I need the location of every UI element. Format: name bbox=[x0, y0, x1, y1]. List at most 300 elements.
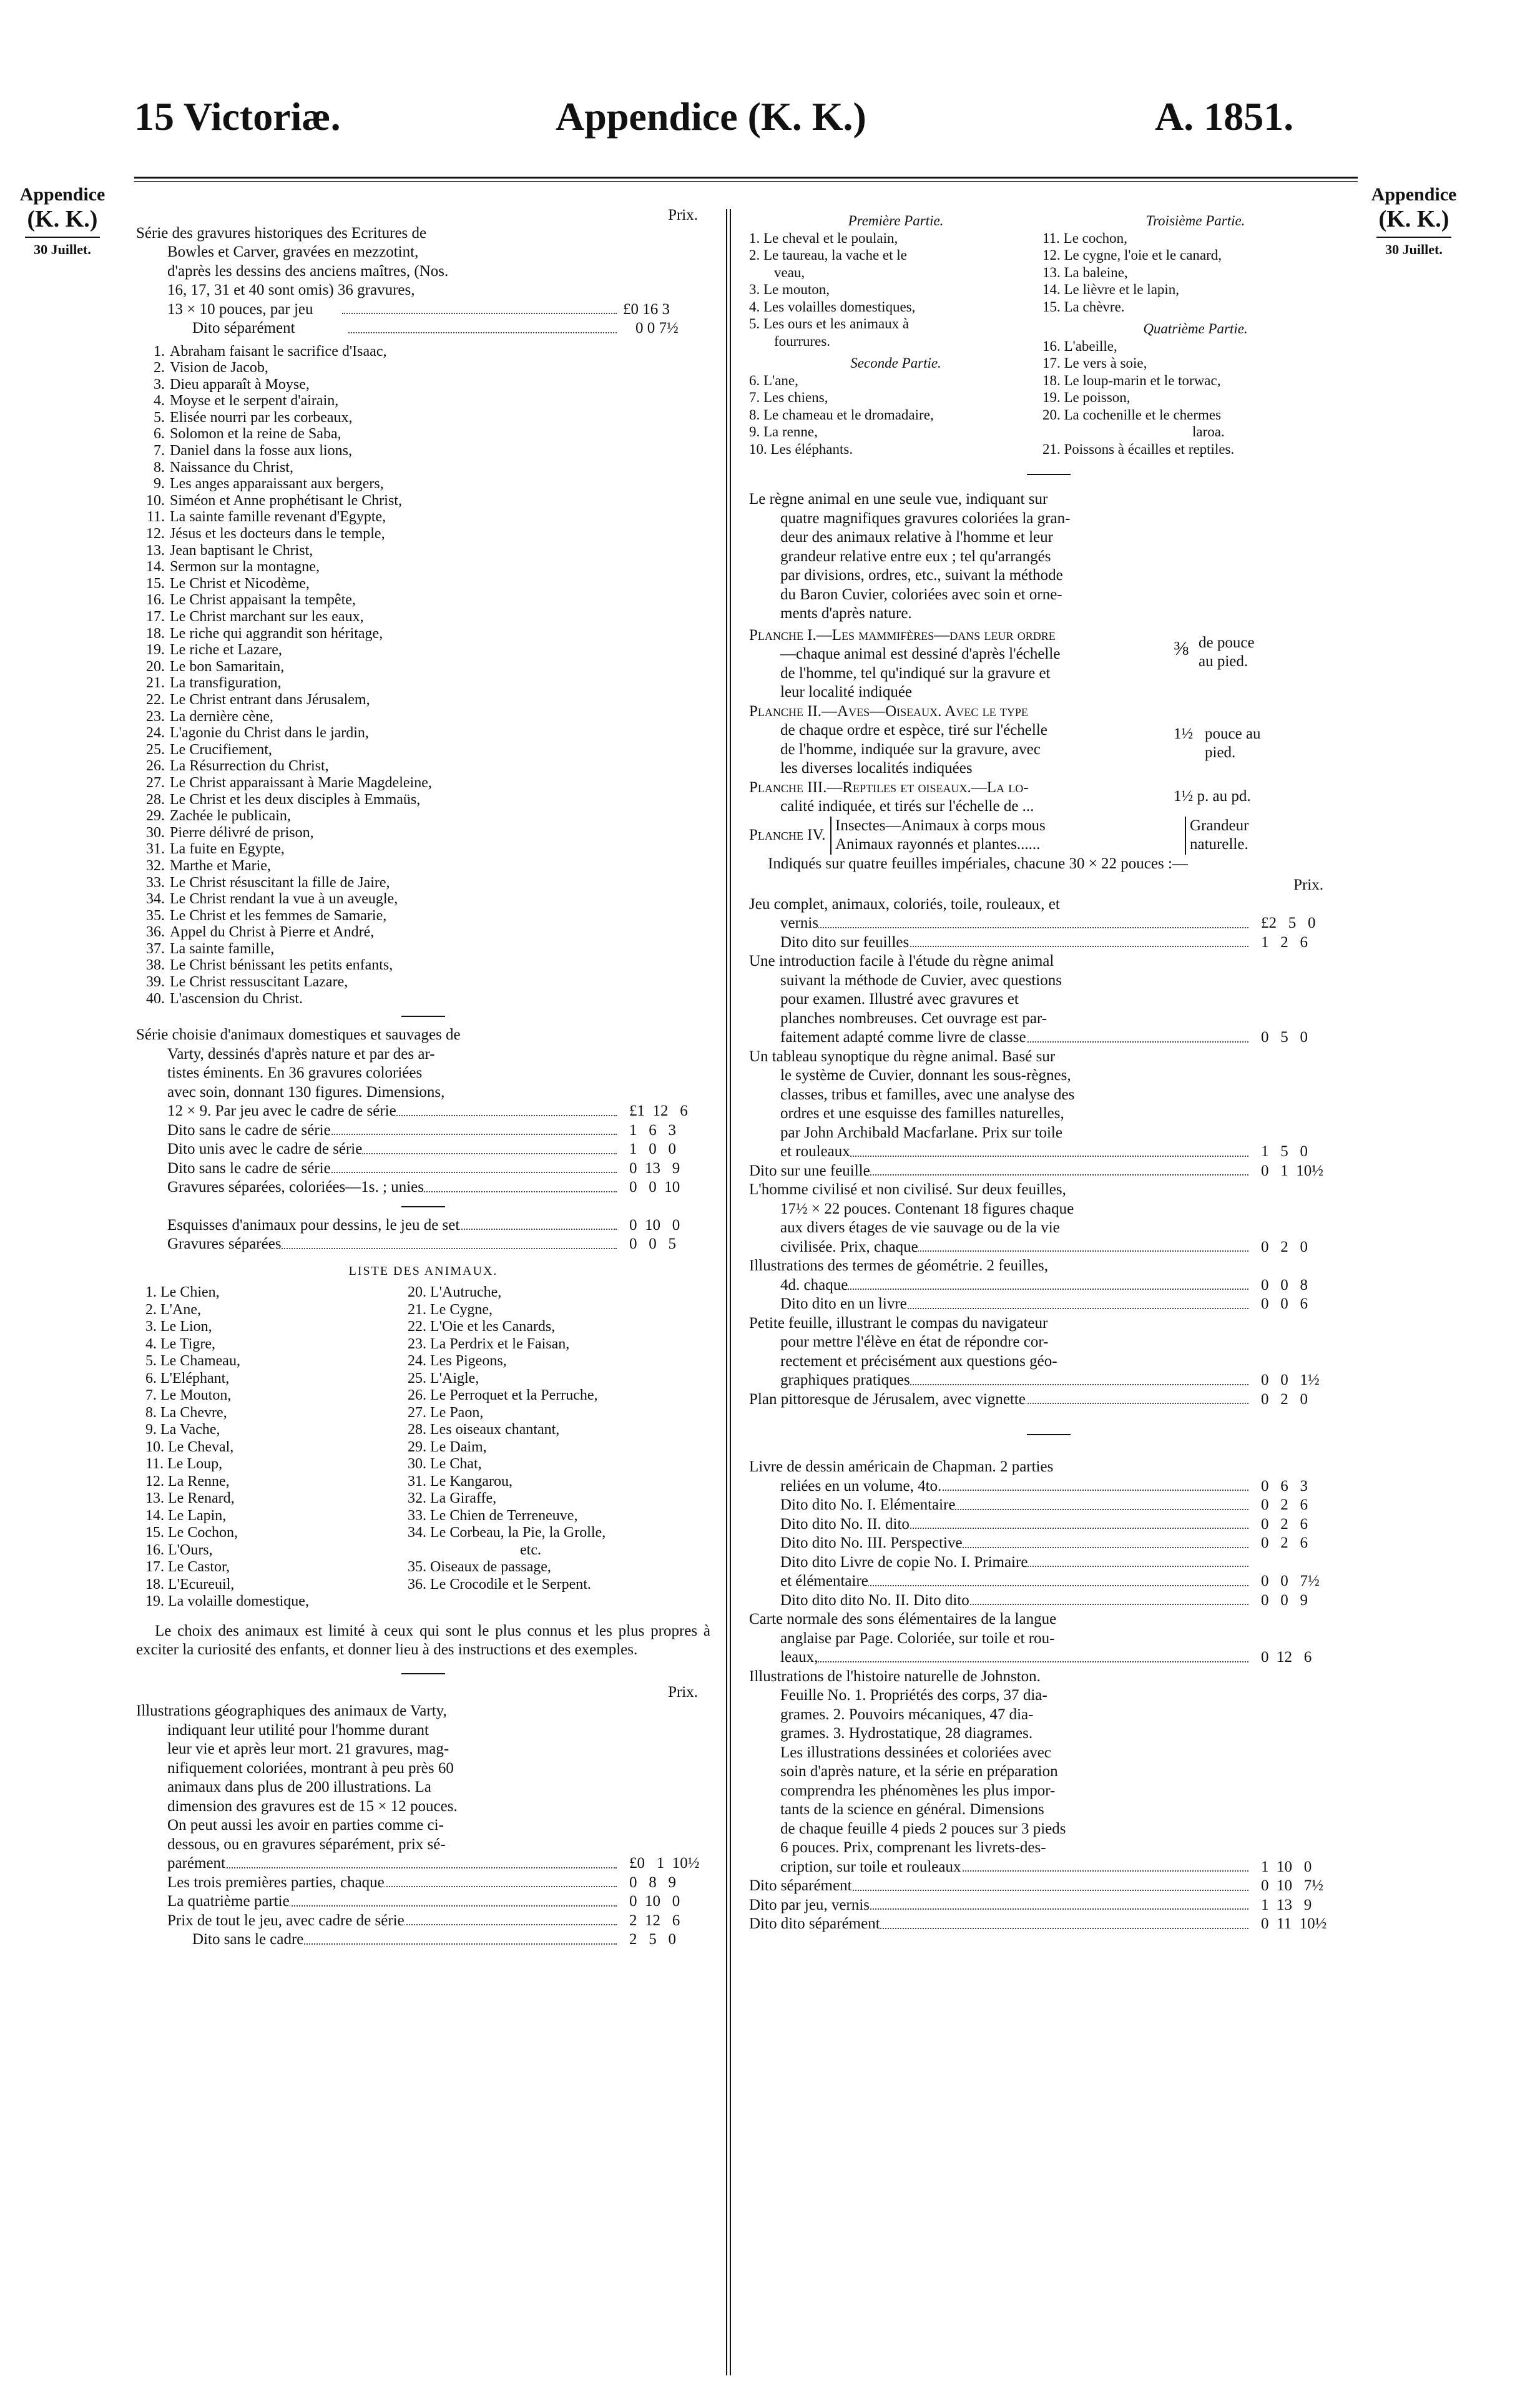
animal-item: etc. bbox=[520, 1541, 541, 1558]
intro-line: planches nombreuses. Cet ouvrage est par- bbox=[780, 1009, 1047, 1027]
geo-line: nifiquement coloriées, montrant à peu près 60 bbox=[167, 1759, 454, 1777]
planche-4-line: Insectes—Animaux à corps mous bbox=[835, 817, 1046, 834]
price-label: et rouleaux bbox=[749, 1143, 850, 1160]
intro-line: Une introduction facile à l'étude du règne animal bbox=[749, 953, 1054, 970]
price-value: 1 0 0 bbox=[629, 1140, 676, 1159]
animal-item: 12. La Renne, bbox=[145, 1473, 230, 1490]
scale-value: ⅜ bbox=[1174, 636, 1189, 659]
intro-line: pour examen. Illustré avec gravures et bbox=[780, 991, 1019, 1008]
separator bbox=[1027, 1434, 1071, 1435]
animal-item: 8. La Chevre, bbox=[145, 1404, 227, 1421]
s1-line: d'après les dessins des anciens maîtres, (Nos. bbox=[167, 262, 449, 280]
s1-line: Bowles et Carver, gravées en mezzotint, bbox=[167, 243, 419, 260]
animal-item: 30. Le Chat, bbox=[408, 1456, 482, 1473]
animal-item: 13. Le Renard, bbox=[145, 1490, 235, 1507]
parts-table bbox=[749, 212, 1348, 458]
price-value: £0 1 10½ bbox=[629, 1854, 700, 1873]
bible-item-number: 30. bbox=[146, 824, 165, 841]
part-item: 6. L'ane, bbox=[749, 372, 798, 388]
price-row bbox=[749, 1496, 1348, 1515]
price-row bbox=[749, 1142, 1348, 1162]
bible-item-number: 1. bbox=[154, 343, 165, 360]
price-value: 0 13 9 bbox=[629, 1159, 680, 1179]
part-item: 17. Le vers à soie, bbox=[1042, 355, 1147, 371]
price-row bbox=[136, 1873, 710, 1893]
prix-header: Prix. bbox=[668, 207, 698, 223]
price-row bbox=[136, 300, 710, 320]
price-row bbox=[749, 933, 1348, 953]
part-item: 2. Le taureau, la vache et le bbox=[749, 247, 907, 263]
price-row bbox=[136, 1854, 710, 1873]
bible-item-number: 12. bbox=[146, 526, 165, 543]
animal-list bbox=[136, 1284, 710, 1611]
animal-item: 28. Les oiseaux chantant, bbox=[408, 1421, 560, 1438]
bible-item bbox=[136, 825, 710, 842]
petite-line: Petite feuille, illustrant le compas du navigateur bbox=[749, 1314, 1048, 1332]
price-row bbox=[749, 1238, 1348, 1257]
livre-line: Livre de dessin américain de Chapman. 2 parties bbox=[749, 1458, 1054, 1475]
part-item: 16. L'abeille, bbox=[1042, 338, 1117, 354]
price-value: 0 10 0 bbox=[629, 1892, 680, 1912]
bible-item bbox=[136, 576, 710, 592]
header-rule bbox=[134, 177, 1358, 179]
bible-item bbox=[136, 476, 710, 493]
bible-item-number: 38. bbox=[146, 957, 165, 974]
price-row bbox=[749, 1371, 1348, 1390]
leader-dots bbox=[805, 1156, 1248, 1157]
part-item: fourrures. bbox=[774, 333, 831, 349]
regne-line: Le règne animal en une seule vue, indiquant sur bbox=[749, 491, 1048, 508]
bible-item-text: Le Christ ressuscitant Lazare, bbox=[170, 974, 348, 991]
animal-item: 6. L'Eléphant, bbox=[145, 1370, 230, 1387]
bible-item-number: 17. bbox=[146, 609, 165, 625]
part-item: 3. Le mouton, bbox=[749, 282, 830, 297]
bible-item-number: 40. bbox=[146, 990, 165, 1007]
bible-item-text: La fuite en Egypte, bbox=[170, 841, 285, 858]
bible-item-number: 28. bbox=[146, 791, 165, 808]
bible-item-text: Appel du Christ à Pierre et André, bbox=[170, 924, 375, 941]
bible-item-text: Abraham faisant le sacrifice d'Isaac, bbox=[170, 343, 387, 360]
bible-item-text: L'agonie du Christ dans le jardin, bbox=[170, 725, 369, 742]
part-item: 13. La baleine, bbox=[1042, 264, 1128, 280]
bible-item-number: 33. bbox=[146, 874, 165, 891]
part-item: 1. Le cheval et le poulain, bbox=[749, 230, 898, 246]
johnston-line: tants de la science en général. Dimensions bbox=[780, 1801, 1044, 1818]
bible-item-number: 10. bbox=[146, 492, 165, 509]
price-label: Esquisses d'animaux pour dessins, le jeu de set bbox=[136, 1217, 459, 1234]
homme-line: L'homme civilisé et non civilisé. Sur deux feuilles, bbox=[749, 1181, 1066, 1198]
price-value: 0 11 10½ bbox=[1261, 1915, 1327, 1934]
bible-item-number: 5. bbox=[154, 409, 165, 426]
scale-unit: pouce au bbox=[1205, 725, 1261, 742]
price-label: et élémentaire bbox=[749, 1573, 868, 1589]
price-label: Dito dito Livre de copie No. I. Primaire bbox=[749, 1554, 1027, 1571]
part-heading: Seconde Partie. bbox=[850, 355, 941, 371]
part-item: 12. Le cygne, l'oie et le canard, bbox=[1042, 247, 1222, 263]
leader-dots bbox=[805, 1908, 1248, 1910]
price-label: faitement adapté comme livre de classe bbox=[749, 1029, 1026, 1046]
bible-item-text: Pierre délivré de prison, bbox=[170, 824, 314, 841]
price-value: 0 0 1½ bbox=[1261, 1371, 1320, 1390]
leader-dots bbox=[805, 1585, 1248, 1586]
price-row bbox=[749, 1477, 1348, 1496]
bible-item-text: L'ascension du Christ. bbox=[170, 990, 303, 1007]
animal-item: 24. Les Pigeons, bbox=[408, 1353, 507, 1370]
price-label: leaux, bbox=[749, 1649, 818, 1666]
bible-item bbox=[136, 709, 710, 725]
price-label: graphiques pratiques bbox=[749, 1372, 910, 1388]
bible-item-text: Le Christ et Nicodème, bbox=[170, 575, 310, 592]
price-row bbox=[749, 1858, 1348, 1877]
planche-line: de chaque ordre et espèce, tiré sur l'échelle bbox=[780, 722, 1047, 739]
animal-item: 7. Le Mouton, bbox=[145, 1387, 232, 1404]
homme-line: aux divers étages de vie sauvage ou de la vie bbox=[780, 1219, 1060, 1236]
bible-item-number: 11. bbox=[146, 509, 165, 526]
animal-item: 27. Le Paon, bbox=[408, 1404, 484, 1421]
regne-line: ments d'après nature. bbox=[780, 605, 912, 622]
bible-item-number: 26. bbox=[146, 758, 165, 775]
bible-item-text: Le Christ entrant dans Jérusalem, bbox=[170, 691, 370, 708]
animal-item: 18. L'Ecureuil, bbox=[145, 1576, 235, 1593]
bible-item bbox=[136, 792, 710, 808]
price-label: Gravures séparées bbox=[136, 1235, 282, 1252]
bible-item-text: La sainte famille revenant d'Egypte, bbox=[170, 509, 386, 526]
bible-item-text: Le riche qui aggrandit son héritage, bbox=[170, 625, 383, 642]
price-value: 1 13 9 bbox=[1261, 1896, 1312, 1915]
price-row bbox=[749, 1390, 1348, 1410]
s2-line: avec soin, donnant 130 figures. Dimensions, bbox=[167, 1083, 445, 1101]
price-value: 2 5 0 bbox=[629, 1930, 676, 1950]
price-row bbox=[749, 1553, 1348, 1573]
planche-line: de l'homme, indiquée sur la gravure, avec bbox=[780, 740, 1041, 758]
planche-line: —chaque animal est dessiné d'après l'échelle bbox=[780, 646, 1061, 662]
s2-rows bbox=[136, 1102, 710, 1197]
bible-item-number: 27. bbox=[146, 774, 165, 791]
bible-item-text: Le riche et Lazare, bbox=[170, 642, 282, 659]
price-row bbox=[136, 319, 710, 338]
bible-item-number: 16. bbox=[146, 592, 165, 609]
price-label: parément bbox=[136, 1855, 225, 1872]
bible-item bbox=[136, 543, 710, 559]
part-item: 20. La cochenille et le chermes bbox=[1042, 406, 1222, 423]
price-value: £1 12 6 bbox=[629, 1102, 688, 1121]
price-label: Plan pittoresque de Jérusalem, avec vignette bbox=[749, 1390, 1026, 1408]
johnston-line: Feuille No. 1. Propriétés des corps, 37 dia- bbox=[780, 1687, 1047, 1704]
bible-item bbox=[136, 642, 710, 659]
bible-item bbox=[136, 493, 710, 509]
bible-item-number: 13. bbox=[146, 542, 165, 559]
part-item: 19. Le poisson, bbox=[1042, 390, 1130, 405]
bible-item-text: Vision de Jacob, bbox=[170, 360, 268, 376]
margin-right-l3: 30 Juillet. bbox=[1385, 242, 1443, 257]
planche-line: de l'homme, tel qu'indiqué sur la gravure et bbox=[780, 664, 1051, 682]
price-label: Prix de tout le jeu, avec cadre de série bbox=[136, 1912, 405, 1929]
bible-item bbox=[136, 725, 710, 742]
petite-line: rectement et précisément aux questions géo- bbox=[780, 1352, 1057, 1370]
scale-value: 1½ p. au pd. bbox=[1174, 787, 1251, 805]
planche-4-label: Planche IV. bbox=[749, 826, 826, 843]
price-label: Gravures séparées, coloriées—1s. ; unies bbox=[136, 1179, 424, 1196]
bible-item bbox=[136, 908, 710, 925]
planche-2 bbox=[749, 702, 1348, 778]
geo-line: animaux dans plus de 200 illustrations. La bbox=[167, 1779, 431, 1796]
planche-line: Planche I.—Les mammifères—dans leur ordre bbox=[749, 626, 1056, 644]
header-rule-2 bbox=[134, 181, 1358, 182]
animal-item: 17. Le Castor, bbox=[145, 1559, 230, 1576]
price-label: 13 × 10 pouces, par jeu bbox=[167, 300, 313, 318]
s3-rows bbox=[136, 1216, 710, 1254]
bible-item-number: 29. bbox=[146, 808, 165, 825]
price-label: cription, sur toile et rouleaux bbox=[749, 1858, 961, 1875]
price-value: 0 0 8 bbox=[1261, 1276, 1308, 1295]
bible-item bbox=[136, 957, 710, 974]
price-value: £0 16 3 bbox=[623, 300, 670, 318]
bible-item-text: Le Christ marchant sur les eaux, bbox=[170, 609, 364, 625]
intro-line: suivant la méthode de Cuvier, avec questions bbox=[780, 971, 1062, 989]
price-value: 0 8 9 bbox=[629, 1873, 676, 1893]
price-row bbox=[136, 1912, 710, 1931]
animal-item: 21. Le Cygne, bbox=[408, 1301, 493, 1318]
bible-item bbox=[136, 609, 710, 626]
bible-item-text: Zachée le publicain, bbox=[170, 808, 291, 825]
price-value: 1 5 0 bbox=[1261, 1142, 1308, 1162]
price-label: Dito séparément bbox=[749, 1877, 852, 1894]
bible-item bbox=[136, 626, 710, 642]
bible-item-text: La sainte famille, bbox=[170, 940, 275, 957]
part-item: 14. Le lièvre et le lapin, bbox=[1042, 282, 1180, 297]
planche-3 bbox=[749, 778, 1348, 817]
bible-item-number: 18. bbox=[146, 625, 165, 642]
johnston-line: Les illustrations dessinées et coloriées avec bbox=[780, 1744, 1051, 1761]
leader-dots bbox=[192, 1867, 617, 1868]
tableau-line: ordres et une esquisse des familles naturelles, bbox=[780, 1105, 1064, 1122]
part-item: 15. La chèvre. bbox=[1042, 298, 1125, 315]
price-row bbox=[749, 1534, 1348, 1553]
geo-line: dessous, ou en gravures séparément, prix sé- bbox=[167, 1835, 446, 1853]
price-row bbox=[749, 1591, 1348, 1611]
column-divider bbox=[726, 209, 727, 2375]
bible-item-text: Solomon et la reine de Saba, bbox=[170, 426, 341, 443]
price-row bbox=[749, 1896, 1348, 1915]
bible-item-number: 9. bbox=[154, 476, 165, 493]
bible-item-text: Le Christ et les deux disciples à Emmaüs, bbox=[170, 791, 421, 808]
bible-item-text: Jean baptisant le Christ, bbox=[170, 542, 313, 559]
margin-left-l1: Appendice bbox=[19, 184, 105, 205]
price-row bbox=[136, 1178, 710, 1197]
bible-item-text: La transfiguration, bbox=[170, 675, 282, 692]
price-value: 0 1 10½ bbox=[1261, 1162, 1323, 1181]
tableau-line: le système de Cuvier, donnant les sous-règnes, bbox=[780, 1067, 1071, 1084]
price-value: 0 12 6 bbox=[1261, 1648, 1312, 1667]
bible-item-number: 8. bbox=[154, 459, 165, 476]
animal-item: 5. Le Chameau, bbox=[145, 1353, 240, 1370]
price-label: Dito sur une feuille bbox=[749, 1162, 870, 1179]
planche-line: Planche II.—Aves—Oiseaux. Avec le type bbox=[749, 702, 1028, 720]
part-heading: Troisième Partie. bbox=[1145, 213, 1245, 228]
animal-item: 26. Le Perroquet et la Perruche, bbox=[408, 1387, 598, 1404]
carte-line: Carte normale des sons élémentaires de la langue bbox=[749, 1611, 1057, 1628]
price-label: 12 × 9. Par jeu avec le cadre de série bbox=[136, 1102, 396, 1119]
animal-item: 4. Le Tigre, bbox=[145, 1335, 216, 1352]
bible-item bbox=[136, 509, 710, 526]
bible-item-number: 19. bbox=[146, 642, 165, 659]
bible-item-text: Moyse et le serpent d'airain, bbox=[170, 393, 339, 410]
indiq-line: Indiqués sur quatre feuilles impériales, chacune 30 × 22 pouces :— bbox=[768, 855, 1188, 872]
part-item: 5. Les ours et les animaux à bbox=[749, 316, 910, 331]
bible-item-text: Siméon et Anne prophétisant le Christ, bbox=[170, 492, 402, 509]
bible-item-number: 15. bbox=[146, 575, 165, 592]
bible-item-number: 20. bbox=[146, 658, 165, 675]
bible-item-text: Le Crucifiement, bbox=[170, 741, 272, 758]
geo-block bbox=[136, 1702, 710, 1854]
bible-item-number: 37. bbox=[146, 940, 165, 957]
termes-line: Illustrations des termes de géométrie. 2 feuilles, bbox=[749, 1257, 1049, 1274]
scale-value: 1½ bbox=[1174, 725, 1194, 742]
price-label: Les trois premières parties, chaque bbox=[136, 1874, 385, 1891]
bible-item-number: 36. bbox=[146, 924, 165, 941]
johnston-line: soin d'après nature, et la série en préparation bbox=[780, 1763, 1058, 1780]
bible-item bbox=[136, 875, 710, 891]
header-center: Appendice (K. K.) bbox=[556, 94, 866, 139]
scale-unit: de pouce bbox=[1199, 634, 1255, 651]
price-label: Dito dito en un livre bbox=[749, 1295, 907, 1312]
s2-line: Varty, dessinés d'après nature et par des ar- bbox=[167, 1045, 435, 1063]
leader-dots bbox=[805, 1289, 1248, 1290]
part-item: 10. Les éléphants. bbox=[749, 441, 853, 457]
planche-4-line: Animaux rayonnés et plantes...... bbox=[835, 836, 1041, 853]
planche-line: Planche III.—Reptiles et oiseaux.—La lo- bbox=[749, 778, 1029, 796]
price-value: 0 2 0 bbox=[1261, 1390, 1308, 1410]
bible-item bbox=[136, 991, 710, 1008]
part-item: 11. Le cochon, bbox=[1042, 230, 1127, 246]
bible-item-text: Dieu apparaît à Moyse, bbox=[170, 376, 310, 393]
bible-item-text: Marthe et Marie, bbox=[170, 857, 271, 874]
price-label: 4d. chaque bbox=[749, 1277, 848, 1294]
bible-item-number: 31. bbox=[146, 841, 165, 858]
planche-1 bbox=[749, 626, 1348, 702]
part-item: veau, bbox=[774, 264, 805, 280]
johnston-line: grames. 3. Hydrostatique, 28 diagrames. bbox=[780, 1725, 1033, 1742]
margin-right-l2: (K. K.) bbox=[1378, 206, 1449, 232]
s1-line: 16, 17, 31 et 40 sont omis) 36 gravures, bbox=[167, 282, 415, 298]
bible-item bbox=[136, 443, 710, 459]
price-row bbox=[749, 1648, 1348, 1667]
price-value: 0 2 6 bbox=[1261, 1496, 1308, 1515]
price-label: Dito séparément bbox=[192, 320, 295, 336]
animal-item: 9. La Vache, bbox=[145, 1421, 220, 1438]
scale-unit: pied. bbox=[1205, 744, 1236, 761]
bible-item-text: Le Christ apparaissant à Marie Magdeleine, bbox=[170, 774, 432, 791]
animal-item: 11. Le Loup, bbox=[145, 1456, 223, 1473]
animal-item: 16. L'Ours, bbox=[145, 1541, 213, 1558]
price-label: Dito sans le cadre de série bbox=[136, 1122, 331, 1139]
bible-item bbox=[136, 376, 710, 393]
animal-item: 35. Oiseaux de passage, bbox=[408, 1559, 551, 1576]
bible-item-text: La Résurrection du Christ, bbox=[170, 758, 329, 775]
planche-line: calité indiquée, et tirés sur l'échelle de ... bbox=[780, 798, 1034, 815]
bible-item bbox=[136, 692, 710, 709]
leader-dots bbox=[805, 927, 1248, 928]
carte-line: anglaise par Page. Coloriée, sur toile et rou- bbox=[780, 1629, 1055, 1647]
price-label: reliées en un volume, 4to. bbox=[749, 1478, 941, 1495]
animal-item: 10. Le Cheval, bbox=[145, 1438, 234, 1455]
geo-line: dimension des gravures est de 15 × 12 pouces. bbox=[167, 1797, 458, 1815]
planche-line: les diverses localités indiquées bbox=[780, 760, 973, 777]
bible-item-number: 6. bbox=[154, 426, 165, 443]
bible-item bbox=[136, 808, 710, 825]
column-divider-2 bbox=[730, 209, 731, 2375]
bible-item-text: Le Christ et les femmes de Samarie, bbox=[170, 907, 387, 924]
bible-list bbox=[136, 343, 710, 1008]
geo-line: On peut aussi les avoir en parties comme ci- bbox=[167, 1817, 444, 1834]
bible-item bbox=[136, 675, 710, 692]
bible-item-text: Le bon Samaritain, bbox=[170, 658, 285, 675]
bible-item-number: 7. bbox=[154, 443, 165, 459]
price-row bbox=[136, 1235, 710, 1254]
bible-item-number: 39. bbox=[146, 974, 165, 991]
part-heading: Quatrième Partie. bbox=[1143, 321, 1248, 336]
price-value: 2 12 6 bbox=[629, 1912, 680, 1931]
price-row bbox=[749, 1515, 1348, 1534]
bible-item bbox=[136, 858, 710, 875]
tableau-line: par John Archibald Macfarlane. Prix sur toile bbox=[780, 1124, 1062, 1141]
part-item: 7. Les chiens, bbox=[749, 390, 828, 405]
price-value: 0 0 7½ bbox=[1261, 1572, 1320, 1591]
bible-item bbox=[136, 891, 710, 908]
price-value: 0 0 7½ bbox=[635, 320, 679, 336]
bible-item bbox=[136, 559, 710, 576]
animal-item: 31. Le Kangarou, bbox=[408, 1473, 513, 1490]
bible-item-number: 25. bbox=[146, 741, 165, 758]
bible-item-text: Le Christ appaisant la tempête, bbox=[170, 592, 356, 609]
bible-item-number: 32. bbox=[146, 857, 165, 874]
price-row bbox=[749, 1276, 1348, 1295]
bible-item-number: 24. bbox=[146, 725, 165, 742]
s1-line: Série des gravures historiques des Ecritures de bbox=[136, 224, 427, 242]
bible-item-text: Le Christ rendant la vue à un aveugle, bbox=[170, 891, 398, 908]
price-row bbox=[749, 914, 1348, 933]
geo-line: leur vie et après leur mort. 21 gravures, mag- bbox=[167, 1740, 449, 1758]
bible-item bbox=[136, 841, 710, 858]
price-value: 1 2 6 bbox=[1261, 933, 1308, 953]
bible-item bbox=[136, 742, 710, 759]
price-value: 0 10 7½ bbox=[1261, 1877, 1323, 1896]
price-value: 0 0 5 bbox=[629, 1235, 676, 1254]
price-row bbox=[749, 1295, 1348, 1314]
price-label: Dito dito séparément bbox=[749, 1915, 880, 1932]
regne-line: par divisions, ordres, etc., suivant la méthode bbox=[780, 567, 1063, 584]
bible-item-number: 22. bbox=[146, 691, 165, 708]
bible-item-number: 35. bbox=[146, 907, 165, 924]
regne-block bbox=[749, 490, 1348, 624]
price-value: 0 0 10 bbox=[629, 1178, 680, 1197]
price-label: civilisée. Prix, chaque bbox=[749, 1239, 918, 1255]
bible-item bbox=[136, 426, 710, 443]
prix-header-b: Prix. bbox=[1293, 876, 1323, 893]
bible-item-text: Naissance du Christ, bbox=[170, 459, 293, 476]
price-value: 0 0 9 bbox=[1261, 1591, 1308, 1611]
animal-item: 3. Le Lion, bbox=[145, 1318, 212, 1335]
bible-item bbox=[136, 360, 710, 376]
bible-item bbox=[136, 974, 710, 991]
bible-item bbox=[136, 758, 710, 775]
geo-rows bbox=[136, 1854, 710, 1950]
planche-line: leur localité indiquée bbox=[780, 684, 913, 700]
price-row bbox=[136, 1892, 710, 1912]
johnston-line: Illustrations de l'histoire naturelle de Johnston. bbox=[749, 1667, 1041, 1685]
choix-paragraph: Le choix des animaux est limité à ceux qui sont le plus connus et les plus propres à exciter la curiosité des enfants, et donner lieu à des instructions et des exemples. bbox=[136, 1622, 710, 1658]
prix-header-2: Prix. bbox=[668, 1683, 698, 1701]
